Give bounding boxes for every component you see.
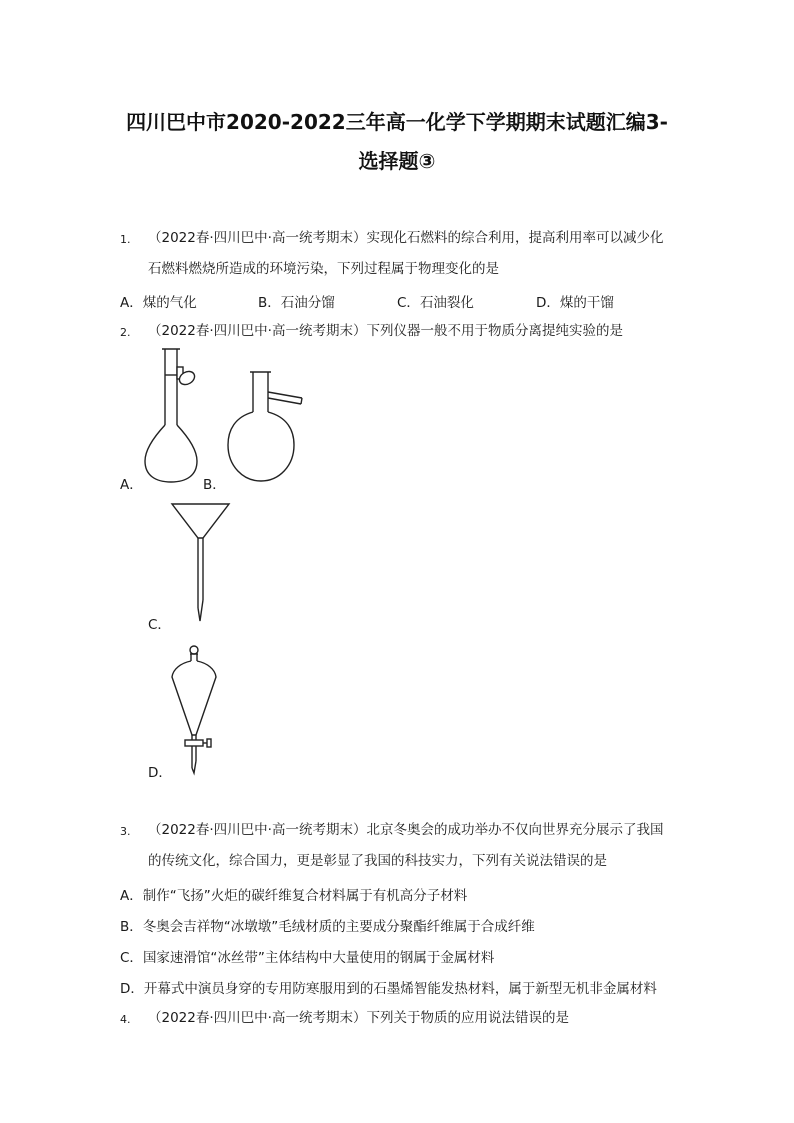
question-3-option-d: D．开幕式中演员身穿的专用防寒服用到的石墨烯智能发热材料，属于新型无机非金属材料 bbox=[120, 981, 657, 997]
question-1-text-line-1: （2022春·四川巴中·高一统考期末）实现化石燃料的综合利用，提高利用率可以减少化 bbox=[148, 230, 664, 246]
question-1-text-line-2: 石燃料燃烧所造成的环境污染，下列过程属于物理变化的是 bbox=[148, 261, 499, 277]
separatory-funnel-icon bbox=[168, 643, 224, 775]
question-3-option-a: A．制作“飞扬”火炬的碳纤维复合材料属于有机高分子材料 bbox=[120, 888, 468, 904]
document-title-line-2: 选择题③ bbox=[358, 149, 436, 173]
volumetric-flask-icon bbox=[140, 345, 206, 485]
question-4-text: （2022春·四川巴中·高一统考期末）下列关于物质的应用说法错误的是 bbox=[148, 1010, 569, 1026]
question-1-option-a: A．煤的气化 bbox=[120, 295, 197, 311]
question-1-option-b: B．石油分馏 bbox=[258, 295, 335, 311]
question-1-option-c: C．石油裂化 bbox=[397, 295, 474, 311]
question-2-option-b-label: B． bbox=[203, 477, 226, 493]
question-2-option-a-label: A． bbox=[120, 477, 143, 493]
funnel-icon bbox=[170, 500, 232, 625]
question-2-option-c-label: C． bbox=[148, 617, 171, 633]
question-4-number: 4. bbox=[120, 1013, 131, 1026]
question-1-number: 1. bbox=[120, 233, 131, 246]
question-2-number: 2. bbox=[120, 326, 131, 339]
question-2-text: （2022春·四川巴中·高一统考期末）下列仪器一般不用于物质分离提纯实验的是 bbox=[148, 323, 623, 339]
question-3-option-b: B．冬奥会吉祥物“冰墩墩”毛绒材质的主要成分聚酯纤维属于合成纤维 bbox=[120, 919, 535, 935]
question-3-text-line-2: 的传统文化，综合国力，更是彰显了我国的科技实力，下列有关说法错误的是 bbox=[148, 853, 607, 869]
question-2-option-d-label: D． bbox=[148, 765, 172, 781]
question-3-option-c: C．国家速滑馆“冰丝带”主体结构中大量使用的钢属于金属材料 bbox=[120, 950, 495, 966]
distillation-flask-icon bbox=[226, 370, 306, 485]
question-3-number: 3. bbox=[120, 825, 131, 838]
question-3-text-line-1: （2022春·四川巴中·高一统考期末）北京冬奥会的成功举办不仅向世界充分展示了我国 bbox=[148, 822, 664, 838]
question-1-option-d: D．煤的干馏 bbox=[536, 295, 614, 311]
document-title-line-1: 四川巴中市2020-2022三年高一化学下学期期末试题汇编3- bbox=[126, 110, 668, 134]
